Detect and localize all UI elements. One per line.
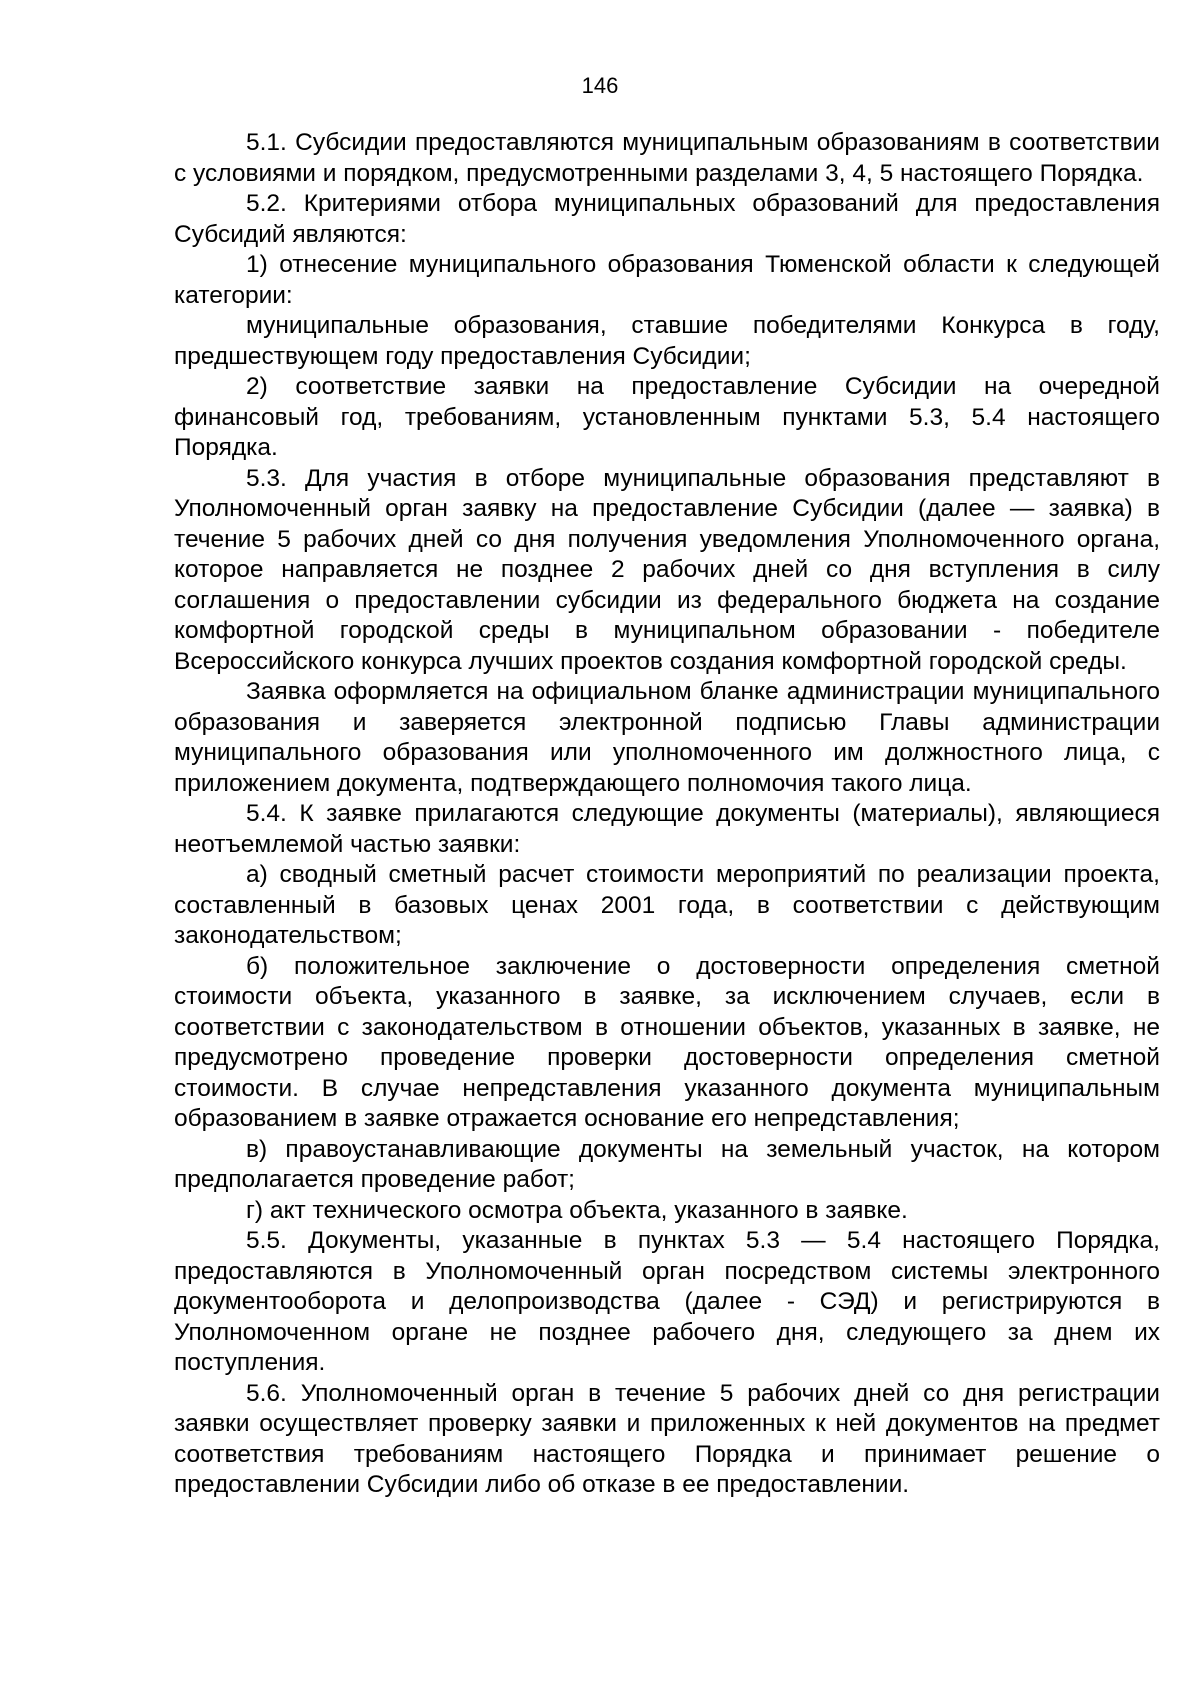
paragraph-item-g: г) акт технического осмотра объекта, указанного в заявке. xyxy=(246,1196,908,1224)
paragraph-category: муниципальные образования, ставшие победителями Конкурса в году, предшествующем году предоставления Субсидии; xyxy=(174,312,1160,370)
paragraph-5-2: 5.2. Критериями отбора муниципальных образований для предоставления Субсидий являются: xyxy=(174,190,1160,248)
paragraph-5-6: 5.6. Уполномоченный орган в течение 5 рабочих дней со дня регистрации заявки осуществляет проверку заявки и приложенных к ней документов на предмет соответствия требованиям настоящего Порядка и принимает решение о предоставлении Субсидии либо об отказе в ее предоставлении. xyxy=(174,1379,1160,1498)
paragraph-item-a: а) сводный сметный расчет стоимости мероприятий по реализации проекта, составленный в базовых ценах 2001 года, в соответствии с действующим законодательством; xyxy=(174,861,1160,949)
paragraph-criterion-1: 1) отнесение муниципального образования Тюменской области к следующей категории: xyxy=(174,251,1160,309)
page-number: 146 xyxy=(581,73,619,98)
paragraph-5-3: 5.3. Для участия в отборе муниципальные образования представляют в Уполномоченный орган заявку на предоставление Субсидии (далее — заявка) в течение 5 рабочих дней со дня получения уведомления Уполномоченного органа, которое направляется не позднее 2 рабочих дней со дня вступления в силу соглашения о предоставлении субсидии из федерального бюджета на создание комфортной городской среды в муниципальном образовании - победителе Всероссийского конкурса лучших проектов создания комфортной городской среды. xyxy=(174,464,1160,675)
document-body xyxy=(174,128,1160,1501)
paragraph-5-4: 5.4. К заявке прилагаются следующие документы (материалы), являющиеся неотъемлемой частью заявки: xyxy=(174,800,1160,858)
paragraph-5-5: 5.5. Документы, указанные в пунктах 5.3 — 5.4 настоящего Порядка, предоставляются в Уполномоченный орган посредством системы электронного документооборота и делопроизводства (далее - СЭД) и регистрируются в Уполномоченном органе не позднее рабочего дня, следующего за днем их поступления. xyxy=(174,1227,1160,1376)
paragraph-criterion-2: 2) соответствие заявки на предоставление Субсидии на очередной финансовый год, требованиям, установленным пунктами 5.3, 5.4 настоящего Порядка. xyxy=(174,373,1160,461)
paragraph-item-b: б) положительное заключение о достоверности определения сметной стоимости объекта, указанного в заявке, за исключением случаев, если в соответствии с законодательством в отношении объектов, указанных в заявке, не предусмотрено проведение проверки достоверности определения сметной стоимости. В случае непредставления указанного документа муниципальным образованием в заявке отражается основание его непредставления; xyxy=(174,952,1160,1132)
paragraph-item-v: в) правоустанавливающие документы на земельный участок, на котором предполагается проведение работ; xyxy=(174,1135,1160,1193)
paragraph-application-form: Заявка оформляется на официальном бланке администрации муниципального образования и заверяется электронной подписью Главы администрации муниципального образования или уполномоченного им должностного лица, с приложением документа, подтверждающего полномочия такого лица. xyxy=(174,678,1160,797)
paragraph-5-1: 5.1. Субсидии предоставляются муниципальным образованиям в соответствии с условиями и порядком, предусмотренными разделами 3, 4, 5 настоящего Порядка. xyxy=(174,129,1160,187)
